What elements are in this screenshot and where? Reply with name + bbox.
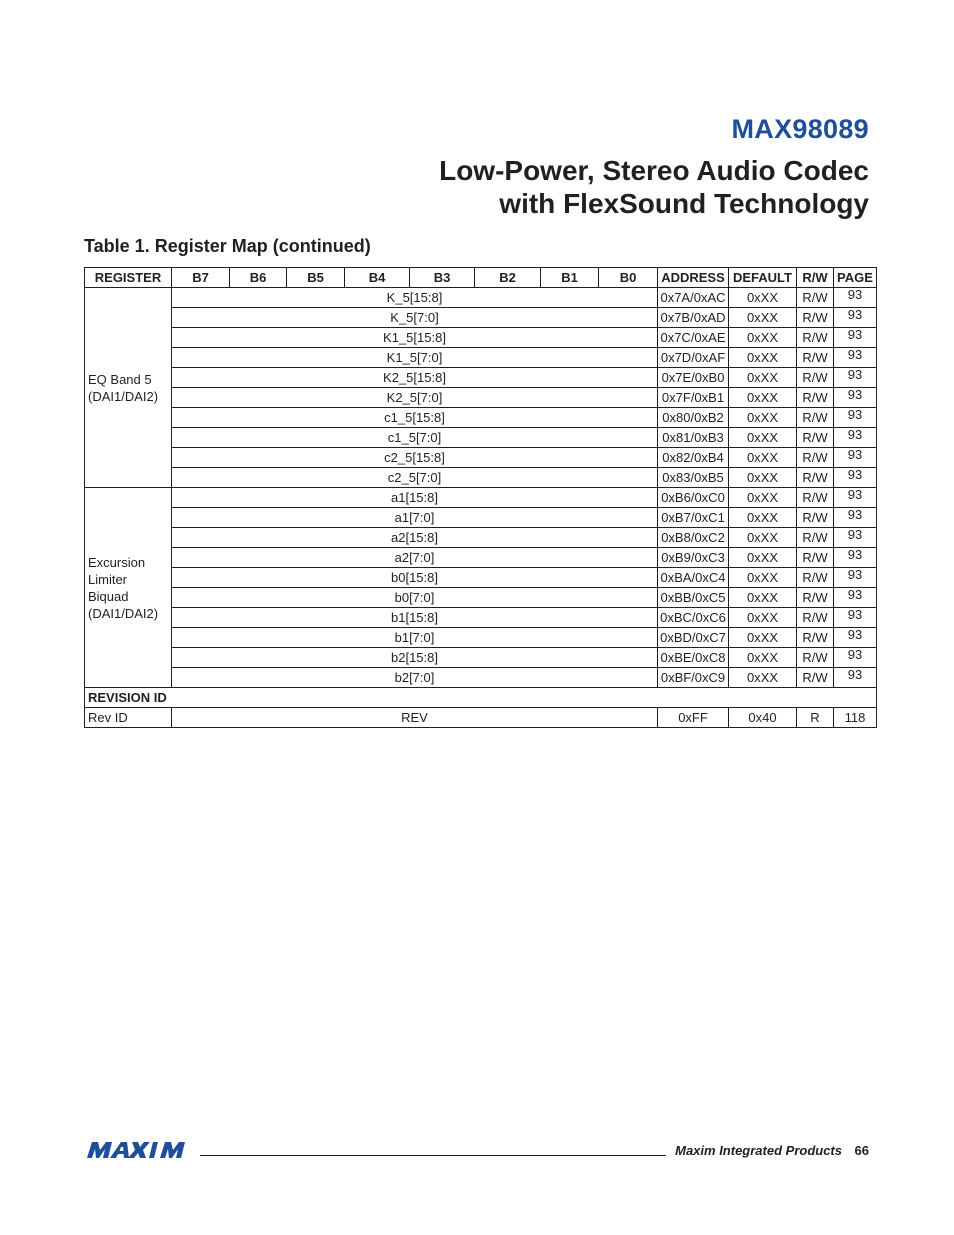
page-cell: 93: [834, 628, 877, 648]
part-number: MAX98089: [731, 114, 869, 144]
page-cell: 93: [834, 568, 877, 588]
address-cell: 0xBD/0xC7: [658, 628, 729, 648]
page-cell: 93: [834, 508, 877, 528]
default-cell: 0xXX: [729, 608, 797, 628]
default-cell: 0xXX: [729, 528, 797, 548]
address-cell: 0xBA/0xC4: [658, 568, 729, 588]
page-cell: 93: [834, 408, 877, 428]
default-cell: 0xXX: [729, 648, 797, 668]
table-row: [85, 568, 877, 588]
rw-cell: R/W: [797, 588, 834, 608]
default-cell: 0xXX: [729, 288, 797, 308]
address-cell: 0xB6/0xC0: [658, 488, 729, 508]
table-row: [85, 348, 877, 368]
bit-field: K_5[15:8]: [172, 288, 658, 308]
table-row: [85, 668, 877, 688]
table-row: [85, 488, 877, 508]
bit-field: c1_5[7:0]: [172, 428, 658, 448]
default-cell: 0xXX: [729, 488, 797, 508]
section-label: REVISION ID: [85, 688, 877, 708]
address-cell: 0xB8/0xC2: [658, 528, 729, 548]
page-cell: 93: [834, 288, 877, 308]
rw-cell: R/W: [797, 548, 834, 568]
column-header-b1: B1: [541, 268, 599, 288]
address-cell: 0xBB/0xC5: [658, 588, 729, 608]
page-cell: 93: [834, 608, 877, 628]
rw-cell: R/W: [797, 308, 834, 328]
title-line-1: Low-Power, Stereo Audio Codec: [439, 155, 869, 186]
rw-cell: R/W: [797, 528, 834, 548]
bit-field: K1_5[15:8]: [172, 328, 658, 348]
table-row: [85, 608, 877, 628]
rw-cell: R/W: [797, 488, 834, 508]
page-cell: 93: [834, 488, 877, 508]
default-cell: 0xXX: [729, 468, 797, 488]
register-name: Rev ID: [85, 708, 172, 728]
register-map-table: [84, 267, 877, 728]
address-cell: 0xBE/0xC8: [658, 648, 729, 668]
address-cell: 0x80/0xB2: [658, 408, 729, 428]
rw-cell: R/W: [797, 508, 834, 528]
bit-field: REV: [172, 708, 658, 728]
column-header-b0: B0: [599, 268, 658, 288]
rw-cell: R/W: [797, 388, 834, 408]
rw-cell: R/W: [797, 348, 834, 368]
default-cell: 0xXX: [729, 508, 797, 528]
page-cell: 93: [834, 388, 877, 408]
page-cell: 93: [834, 328, 877, 348]
table-row: [85, 468, 877, 488]
bit-field: b2[15:8]: [172, 648, 658, 668]
rw-cell: R: [797, 708, 834, 728]
rw-cell: R/W: [797, 428, 834, 448]
bit-field: K2_5[7:0]: [172, 388, 658, 408]
rw-cell: R/W: [797, 368, 834, 388]
document-title: [439, 154, 869, 220]
column-header-register: REGISTER: [85, 268, 172, 288]
address-cell: 0x82/0xB4: [658, 448, 729, 468]
bit-field: K_5[7:0]: [172, 308, 658, 328]
bit-field: c1_5[15:8]: [172, 408, 658, 428]
rw-cell: R/W: [797, 408, 834, 428]
title-line-2: with FlexSound Technology: [499, 188, 869, 219]
address-cell: 0x7E/0xB0: [658, 368, 729, 388]
column-header-address: ADDRESS: [658, 268, 729, 288]
bit-field: b1[7:0]: [172, 628, 658, 648]
bit-field: b0[15:8]: [172, 568, 658, 588]
table-row: [85, 428, 877, 448]
bit-field: b0[7:0]: [172, 588, 658, 608]
bit-field: K1_5[7:0]: [172, 348, 658, 368]
default-cell: 0xXX: [729, 448, 797, 468]
register-group-name: Excursion Limiter Biquad (DAI1/DAI2): [85, 488, 172, 688]
table-row: [85, 408, 877, 428]
rw-cell: R/W: [797, 628, 834, 648]
address-cell: 0xFF: [658, 708, 729, 728]
bit-field: a1[7:0]: [172, 508, 658, 528]
address-cell: 0x7B/0xAD: [658, 308, 729, 328]
rw-cell: R/W: [797, 328, 834, 348]
default-cell: 0xXX: [729, 548, 797, 568]
table-caption: Table 1. Register Map (continued): [84, 236, 371, 256]
default-cell: 0xXX: [729, 568, 797, 588]
page-cell: 93: [834, 468, 877, 488]
page-cell: 93: [834, 428, 877, 448]
address-cell: 0x7C/0xAE: [658, 328, 729, 348]
default-cell: 0xXX: [729, 628, 797, 648]
column-header-b3: B3: [410, 268, 475, 288]
address-cell: 0x7D/0xAF: [658, 348, 729, 368]
register-group-name: EQ Band 5 (DAI1/DAI2): [85, 288, 172, 488]
column-header-b4: B4: [345, 268, 410, 288]
bit-field: c2_5[7:0]: [172, 468, 658, 488]
table-row: [85, 388, 877, 408]
column-header-b2: B2: [475, 268, 541, 288]
page-cell: 93: [834, 368, 877, 388]
column-header-b5: B5: [287, 268, 345, 288]
column-header-r-w: R/W: [797, 268, 834, 288]
address-cell: 0xBC/0xC6: [658, 608, 729, 628]
bit-field: b1[15:8]: [172, 608, 658, 628]
footer-page-number: 66: [854, 1143, 869, 1158]
address-cell: 0xB7/0xC1: [658, 508, 729, 528]
default-cell: 0xXX: [729, 348, 797, 368]
maxim-logo: [86, 1142, 196, 1163]
address-cell: 0x81/0xB3: [658, 428, 729, 448]
footer-company: Maxim Integrated Products: [675, 1143, 842, 1158]
bit-field: K2_5[15:8]: [172, 368, 658, 388]
page-cell: 93: [834, 348, 877, 368]
rw-cell: R/W: [797, 668, 834, 688]
default-cell: 0x40: [729, 708, 797, 728]
table-body: [85, 288, 877, 728]
table-row: [85, 508, 877, 528]
address-cell: 0x7F/0xB1: [658, 388, 729, 408]
bit-field: a2[15:8]: [172, 528, 658, 548]
address-cell: 0x83/0xB5: [658, 468, 729, 488]
page-cell: 93: [834, 548, 877, 568]
footer-rule: [200, 1155, 666, 1156]
page-cell: 93: [834, 668, 877, 688]
address-cell: 0xBF/0xC9: [658, 668, 729, 688]
page-cell: 93: [834, 308, 877, 328]
address-cell: 0x7A/0xAC: [658, 288, 729, 308]
default-cell: 0xXX: [729, 668, 797, 688]
page-cell: 93: [834, 448, 877, 468]
table-row: [85, 628, 877, 648]
table-row: [85, 308, 877, 328]
rw-cell: R/W: [797, 648, 834, 668]
table-header-row: [85, 268, 877, 288]
page-cell: 93: [834, 648, 877, 668]
table-row: [85, 648, 877, 668]
table-row: [85, 368, 877, 388]
page-cell: 93: [834, 528, 877, 548]
default-cell: 0xXX: [729, 388, 797, 408]
table-row: [85, 528, 877, 548]
table-row: [85, 288, 877, 308]
default-cell: 0xXX: [729, 368, 797, 388]
rw-cell: R/W: [797, 468, 834, 488]
page-cell: 118: [834, 708, 877, 728]
default-cell: 0xXX: [729, 408, 797, 428]
section-row: [85, 688, 877, 708]
default-cell: 0xXX: [729, 308, 797, 328]
rw-cell: R/W: [797, 448, 834, 468]
table-row: [85, 448, 877, 468]
default-cell: 0xXX: [729, 328, 797, 348]
bit-field: c2_5[15:8]: [172, 448, 658, 468]
bit-field: a2[7:0]: [172, 548, 658, 568]
table-row: [85, 328, 877, 348]
page-cell: 93: [834, 588, 877, 608]
rw-cell: R/W: [797, 568, 834, 588]
column-header-b6: B6: [230, 268, 287, 288]
default-cell: 0xXX: [729, 428, 797, 448]
maxim-logo-graphic: [86, 1142, 196, 1158]
table-row: [85, 588, 877, 608]
column-header-page: PAGE: [834, 268, 877, 288]
default-cell: 0xXX: [729, 588, 797, 608]
bit-field: b2[7:0]: [172, 668, 658, 688]
address-cell: 0xB9/0xC3: [658, 548, 729, 568]
table-row: [85, 708, 877, 728]
column-header-default: DEFAULT: [729, 268, 797, 288]
table-row: [85, 548, 877, 568]
rw-cell: R/W: [797, 608, 834, 628]
column-header-b7: B7: [172, 268, 230, 288]
rw-cell: R/W: [797, 288, 834, 308]
bit-field: a1[15:8]: [172, 488, 658, 508]
